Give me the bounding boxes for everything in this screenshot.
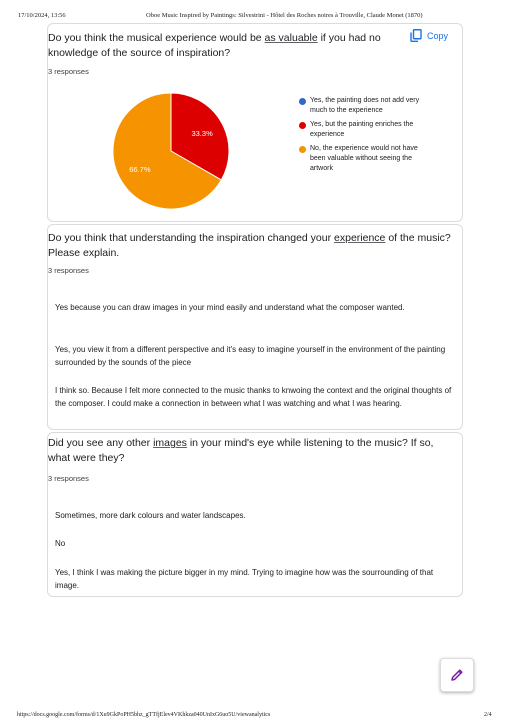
question-card-3 <box>47 432 463 597</box>
copy-label: Copy <box>427 30 449 41</box>
pie-data-label-2: 66.7% <box>129 165 151 175</box>
question-title: Do you think the musical experience would be as valuable if you had no knowledge of the source of inspiration? <box>48 32 381 59</box>
response-count: 3 responses <box>48 474 89 483</box>
response-count: 3 responses <box>48 67 89 76</box>
response-text: Yes because you can draw images in your mind easily and understand what the composer wanted. <box>55 303 405 312</box>
response-count: 3 responses <box>48 266 89 275</box>
legend-label: Yes, but the painting enriches the experience <box>310 121 414 138</box>
legend-swatch <box>299 122 306 129</box>
legend-item-2 <box>299 144 429 174</box>
legend-label: Yes, the painting does not add very much to the experience <box>310 97 420 114</box>
print-header <box>0 8 506 22</box>
page-number: 2/4 <box>484 712 492 718</box>
print-date: 17/10/2024, 13:56 <box>18 12 66 19</box>
legend-label: No, the experience would not have been valuable without seeing the artwork <box>310 145 418 172</box>
edit-button[interactable] <box>440 658 474 692</box>
legend-swatch <box>299 146 306 153</box>
legend-swatch <box>299 98 306 105</box>
copy-icon <box>410 29 422 42</box>
question-title: Do you think that understanding the inspiration changed your experience of the music? Please explain. <box>48 232 451 259</box>
pie-data-label-1: 33.3% <box>191 128 213 138</box>
response-text: I think so. Because I felt more connected to the music thanks to knwoing the context and the original thoughts of the composer. I could make a connection in between what I was watching and what I was hearing. <box>55 386 452 408</box>
response-text: Sometimes, more dark colours and water landscapes. <box>55 511 246 520</box>
response-text: Yes, you view it from a different perspective and it's easy to imagine yourself in the environment of the painting surrounded by the sounds of the piece <box>55 345 446 367</box>
response-text: No <box>55 539 66 548</box>
question-card-1 <box>47 23 463 222</box>
question-title: Did you see any other images in your mind's eye while listening to the music? If so, what were they? <box>48 437 434 464</box>
print-title: Oboe Music Inspired by Paintings: Silvestrini - Hôtel des Roches noires à Trouville, Claude Monet (1870) <box>146 12 423 19</box>
response-text: Yes, I think I was making the picture bigger in my mind. Trying to imagine how was the sourrounding of that image. <box>55 568 434 590</box>
pie-chart <box>113 93 243 223</box>
legend-item-1 <box>299 120 429 140</box>
question-card-2 <box>47 224 463 430</box>
print-url: https://docs.google.com/forms/d/1Xu9GkPoPH5bhz_gTTfjElev4VKhkza040UnIxG6uo5U/viewanalytics <box>17 712 271 718</box>
legend-item-0 <box>299 96 429 116</box>
chart-legend <box>299 96 429 178</box>
print-footer <box>0 709 506 721</box>
pencil-icon <box>449 667 465 683</box>
copy-chart-button[interactable] <box>410 29 448 42</box>
